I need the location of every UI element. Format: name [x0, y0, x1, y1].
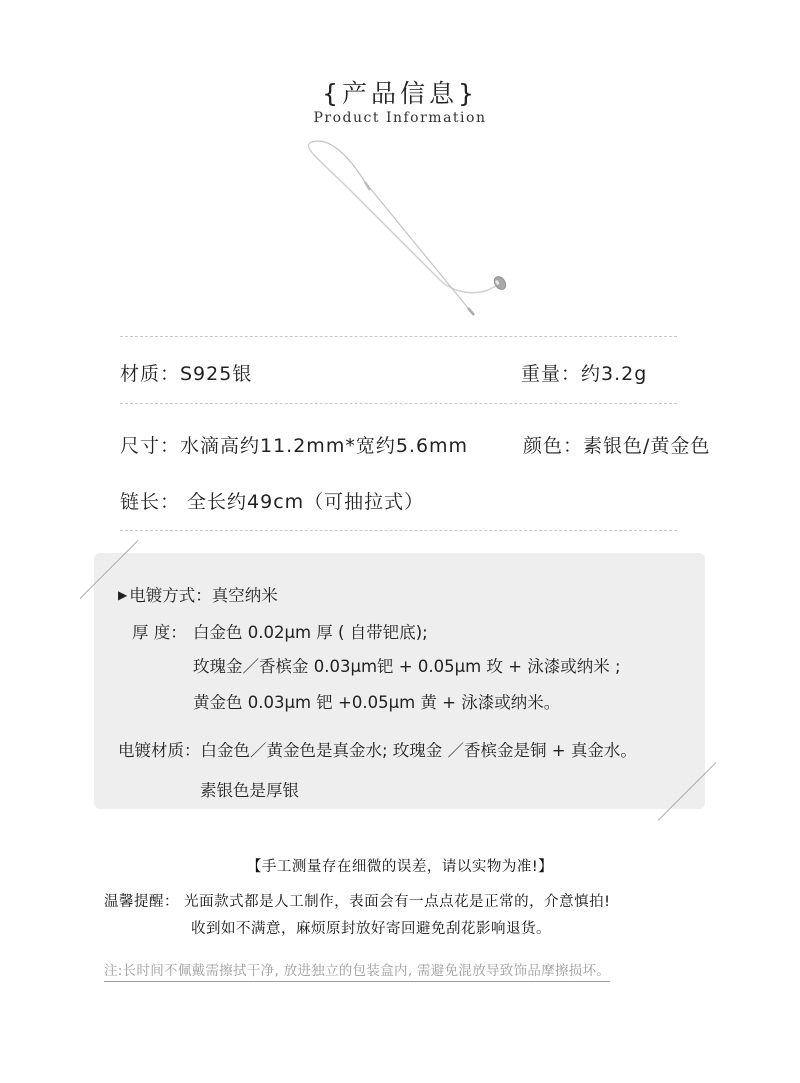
plating-method	[118, 582, 278, 606]
plating-thickness-line1: 白金色 0.02μm 厚 ( 自带钯底);	[193, 623, 428, 642]
plating-method-text: 电镀方式：真空纳米	[129, 586, 278, 605]
page-subtitle: Product Information	[313, 110, 487, 126]
spec-weight: 重量：约3.2g	[521, 363, 648, 385]
spec-material: 材质：S925银	[120, 363, 253, 385]
page-title: {产品信息}	[322, 79, 478, 108]
care-note: 注:长时间不佩戴需擦拭干净, 放进独立的包装盒内, 需避免混放导致饰品摩擦损坏。	[104, 959, 610, 982]
divider	[120, 403, 677, 404]
spec-chain-length: 链长： 全长约49cm（可抽拉式）	[120, 491, 425, 513]
triangle-bullet-icon: ▶	[118, 588, 128, 602]
plating-thickness-line2: 玫瑰金／香槟金 0.03μm钯 + 0.05μm 玫 + 泳漆或纳米 ;	[193, 657, 621, 676]
reminder-line1: 温馨提醒： 光面款式都是人工制作，表面会有一点点花是正常的，介意慎拍!	[104, 894, 611, 910]
divider	[120, 530, 677, 531]
reminder-line2: 收到如不满意，麻烦原封放好寄回避免刮花影响退货。	[191, 921, 551, 937]
plating-thickness-label: 厚 度：	[132, 623, 187, 642]
plating-material-line1: 电镀材质：白金色／黄金色是真金水; 玫瑰金 ／香槟金是铜 + 真金水。	[118, 741, 637, 760]
divider	[120, 336, 677, 337]
plating-material-line2: 素银色是厚银	[200, 781, 299, 800]
spec-color: 颜色：素银色/黄金色	[523, 435, 711, 457]
plating-thickness-line3: 黄金色 0.03μm 钯 +0.05μm 黄 + 泳漆或纳米。	[193, 693, 561, 712]
necklace-product-image	[290, 130, 510, 325]
spec-size: 尺寸：水滴高约11.2mm*宽约5.6mm	[120, 435, 469, 457]
measurement-disclaimer: 【手工测量存在细微的误差，请以实物为准!】	[246, 859, 554, 875]
